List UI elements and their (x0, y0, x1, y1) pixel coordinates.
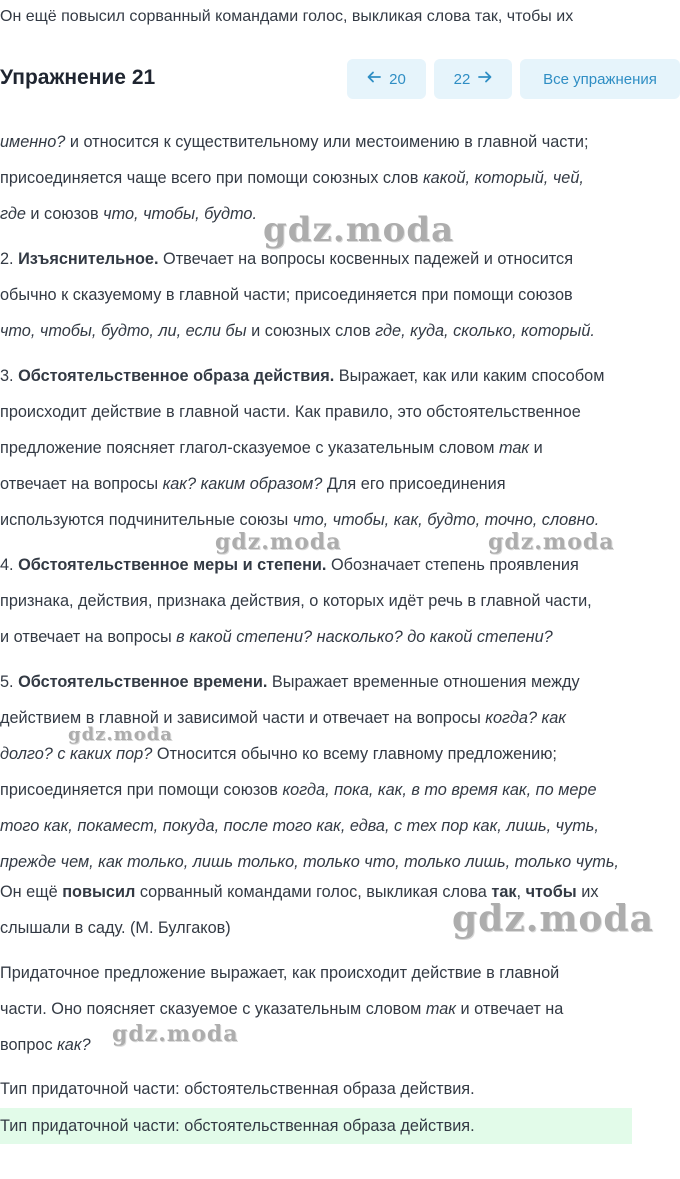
watermark: gdz.moda (112, 1021, 239, 1047)
watermark: gdz.moda (488, 529, 615, 555)
watermark: gdz.moda (452, 898, 654, 940)
prev-exercise-label: 20 (389, 70, 406, 88)
example-sentence: Он ещё повысил сорванный командами голос, выкликая слова так, чтобы их слышали в саду. (М. Булгаков) (0, 883, 599, 937)
watermark: gdz.moda (263, 210, 455, 250)
arrow-left-icon (367, 70, 381, 88)
answer-type-line: Тип придаточной части: обстоятельственная образа действия. (0, 1080, 475, 1098)
next-exercise-label: 22 (453, 70, 471, 88)
next-exercise-button[interactable] (434, 59, 512, 99)
paragraph-1: именно? и относится к существительному или местоимению в главной части; присоединяется чаще всего при помощи союзных слов какой, который, чей, где и союзов что, чтобы, будто. (0, 133, 589, 223)
all-exercises-button[interactable] (520, 59, 680, 99)
paragraph-5: 5. Обстоятельственное времени. Выражает временные отношения между действием в главной и зависимой части и отвечает на вопросы когда? как долго? с каких пор? Относится обычно ко всему главному предложению; присоединяется при помощи союзов когда, пока, как, в то время как, по мере того как, покамест, покуда, после того как, едва, с тех пор как, лишь, чуть, прежде чем, как только, лишь только, только что, только лишь, только чуть, (0, 673, 619, 871)
exercise-title: Упражнение 21 (0, 66, 156, 89)
paragraph-3: 3. Обстоятельственное образа действия. Выражает, как или каким способом происходит действие в главной части. Как правило, это обстоятельственное предложение поясняет глагол-сказуемое с указательным словом так и отвечает на вопросы как? каким образом? Для его присоединения используются подчинительные союзы что, чтобы, как, будто, точно, словно. (0, 367, 605, 529)
paragraph-2: 2. Изъяснительное. Отвечает на вопросы косвенных падежей и относится обычно к сказуемому в главной части; присоединяется при помощи союзов что, чтобы, будто, ли, если бы и союзных слов где, куда, сколько, который. (0, 250, 595, 340)
explanation: Придаточное предложение выражает, как происходит действие в главной части. Оно поясняет сказуемое с указательным словом так и отвечает на вопрос как? (0, 964, 564, 1054)
all-exercises-label: Все упражнения (543, 70, 657, 88)
previous-text-line: Он ещё повысил сорванный командами голос, выкликая слова так, чтобы их (0, 8, 574, 25)
answer-type-highlighted: Тип придаточной части: обстоятельственная образа действия. (0, 1117, 475, 1135)
watermark: gdz.moda (68, 724, 173, 745)
prev-exercise-button[interactable] (347, 59, 426, 99)
paragraph-4: 4. Обстоятельственное меры и степени. Обозначает степень проявления признака, действия, признака действия, о которых идёт речь в главной части, и отвечает на вопросы в какой степени? насколько? до какой степени? (0, 556, 592, 646)
exercise-header (0, 58, 680, 102)
watermark: gdz.moda (215, 529, 342, 555)
arrow-right-icon (478, 70, 492, 88)
